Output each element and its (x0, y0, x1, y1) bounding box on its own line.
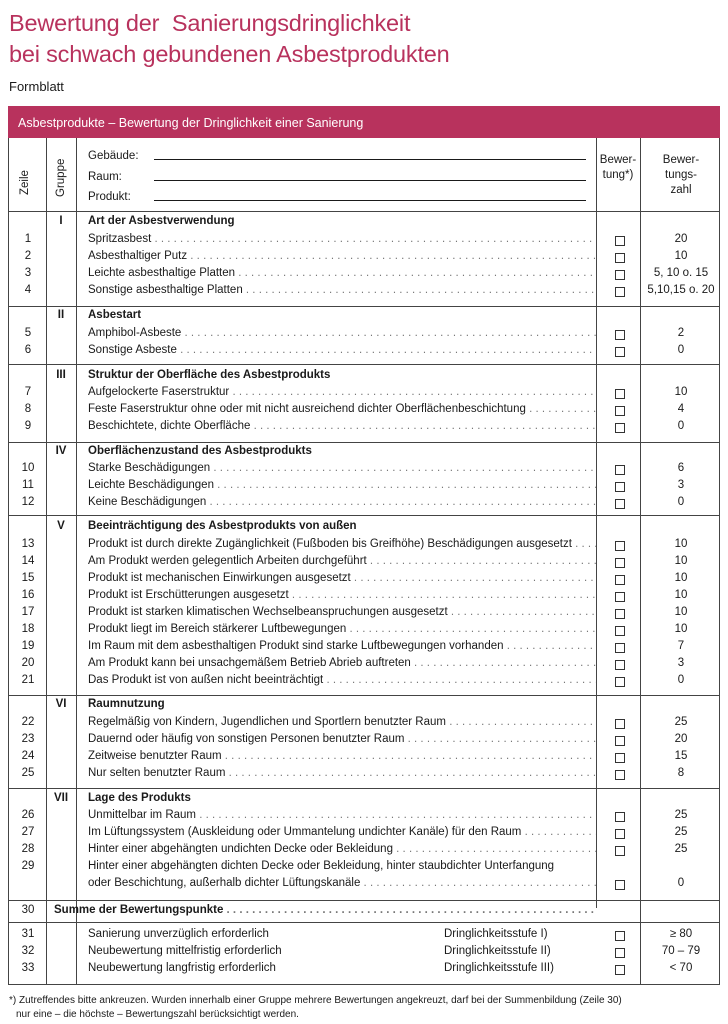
row-label: Dauernd oder häufig von sonstigen Personen benutzter Raum . . . (88, 733, 596, 745)
row-number: 22 (21, 716, 35, 728)
rating-score: 10 (674, 538, 688, 550)
rating-checkbox[interactable] (615, 541, 625, 551)
rating-checkbox[interactable] (615, 609, 625, 619)
criteria-row (0, 462, 728, 479)
row-label: Asbesthaltiger Putz . . . (88, 250, 596, 262)
column-header-gruppe: Gruppe (55, 158, 67, 197)
rating-score: 5,10,15 o. 20 (647, 284, 715, 296)
rating-score: 3 (677, 657, 685, 669)
row-number: 12 (21, 496, 35, 508)
row-number: 9 (24, 420, 32, 432)
group-number: V (57, 520, 65, 532)
row-number: 25 (21, 767, 35, 779)
row-label: Hinter einer abgehängten undichten Decke oder Bekleidung . . . (88, 843, 596, 855)
rating-checkbox[interactable] (615, 465, 625, 475)
group-header-row (0, 215, 728, 232)
criteria-row (0, 674, 728, 691)
group-header-row (0, 792, 728, 809)
rating-checkbox[interactable] (615, 880, 625, 890)
group-header-row (0, 698, 728, 715)
criteria-row (0, 386, 728, 403)
row-label: Das Produkt ist von außen nicht beeinträchtigt . . . (88, 674, 596, 686)
rating-checkbox[interactable] (615, 347, 625, 357)
rating-checkbox[interactable] (615, 287, 625, 297)
criteria-row (0, 233, 728, 250)
row-number: 16 (21, 589, 35, 601)
rating-score: 10 (674, 589, 688, 601)
footnote (9, 994, 721, 1022)
row-label: Produkt ist Erschütterungen ausgesetzt . . . (88, 589, 596, 601)
row-label: Keine Beschädigungen . . . (88, 496, 596, 508)
row-label: Produkt ist mechanischen Einwirkungen ausgesetzt . . . (88, 572, 596, 584)
urgency-level: Dringlichkeitsstufe II) (444, 945, 551, 957)
rating-checkbox[interactable] (615, 592, 625, 602)
group-title: Beeinträchtigung des Asbestprodukts von außen (88, 520, 357, 532)
rating-score: 3 (677, 479, 685, 491)
rating-checkbox[interactable] (615, 677, 625, 687)
rating-checkbox[interactable] (615, 829, 625, 839)
urgency-row (0, 928, 728, 945)
row-label: Leichte asbesthaltige Platten . . . (88, 267, 596, 279)
group-title: Oberflächenzustand des Asbestprodukts (88, 445, 312, 457)
table-row-divider (8, 922, 720, 923)
criteria-row (0, 767, 728, 784)
form-banner: Asbestprodukte – Bewertung der Dringlichkeit einer Sanierung (8, 106, 720, 138)
row-label: Produkt ist durch direkte Zugänglichkeit (Fußboden bis Greifhöhe) Beschädigungen ausgesetzt . . . (88, 538, 596, 550)
criteria-row (0, 267, 728, 284)
criteria-row (0, 403, 728, 420)
row-number: 3 (24, 267, 32, 279)
page-subtitle: Formblatt (9, 79, 64, 94)
group-number: VII (53, 792, 69, 804)
rating-checkbox[interactable] (615, 423, 625, 433)
rating-score: 8 (677, 767, 685, 779)
rating-checkbox[interactable] (615, 931, 625, 941)
rating-checkbox[interactable] (615, 965, 625, 975)
row-number: 32 (21, 945, 35, 957)
header-field-label: Produkt: (88, 191, 131, 203)
row-number: 21 (21, 674, 35, 686)
table-row-divider (8, 306, 720, 307)
rating-score: 5, 10 o. 15 (653, 267, 709, 279)
row-label: Zeitweise benutzter Raum . . . (88, 750, 596, 762)
rating-score: 0 (677, 420, 685, 432)
criteria-row (0, 538, 728, 555)
criteria-row (0, 606, 728, 623)
rating-score: 0 (677, 674, 685, 686)
urgency-threshold: < 70 (669, 962, 693, 974)
row-label: Spritzasbest . . . (88, 233, 596, 245)
row-label: Produkt liegt im Bereich stärkerer Luftbewegungen . . . (88, 623, 596, 635)
criteria-row (0, 809, 728, 826)
criteria-row (0, 877, 728, 894)
row-label: oder Beschichtung, außerhalb dichter Lüftungskanäle . . . (88, 877, 596, 889)
criteria-row (0, 860, 728, 877)
urgency-row (0, 945, 728, 962)
criteria-row (0, 733, 728, 750)
row-label: Nur selten benutzter Raum . . . (88, 767, 596, 779)
row-label: Unmittelbar im Raum . . . (88, 809, 596, 821)
urgency-label: Sanierung unverzüglich erforderlich (88, 928, 269, 940)
rating-score: 20 (674, 733, 688, 745)
row-number: 13 (21, 538, 35, 550)
rating-score: 0 (677, 877, 685, 889)
column-header-zeile: Zeile (19, 170, 31, 195)
group-number: I (59, 215, 63, 227)
table-row-divider (8, 211, 720, 212)
row-number: 8 (24, 403, 32, 415)
header-field-label: Gebäude: (88, 150, 139, 162)
rating-checkbox[interactable] (615, 575, 625, 585)
row-number: 15 (21, 572, 35, 584)
group-title: Raumnutzung (88, 698, 165, 710)
rating-checkbox[interactable] (615, 626, 625, 636)
row-label: Sonstige asbesthaltige Platten . . . (88, 284, 596, 296)
rating-checkbox[interactable] (615, 812, 625, 822)
title-line-1: Bewertung der Sanierungsdringlichkeit (9, 10, 411, 36)
group-title: Lage des Produkts (88, 792, 191, 804)
row-number: 20 (21, 657, 35, 669)
row-label: Leichte Beschädigungen . . . (88, 479, 596, 491)
group-title: Art der Asbestverwendung (88, 215, 235, 227)
row-number: 33 (21, 962, 35, 974)
group-title: Struktur der Oberfläche des Asbestprodukts (88, 369, 331, 381)
column-header-bewertung: Bewer- tung*) (599, 154, 637, 181)
criteria-row (0, 479, 728, 496)
rating-score: 10 (674, 555, 688, 567)
rating-checkbox[interactable] (615, 736, 625, 746)
urgency-level: Dringlichkeitsstufe I) (444, 928, 548, 940)
criteria-row (0, 623, 728, 640)
urgency-label: Neubewertung langfristig erforderlich (88, 962, 276, 974)
group-header-row (0, 445, 728, 462)
criteria-row (0, 344, 728, 361)
rating-score: 0 (677, 496, 685, 508)
criteria-row (0, 420, 728, 437)
row-label: Sonstige Asbeste . . . (88, 344, 596, 356)
criteria-row (0, 572, 728, 589)
rating-score: 6 (677, 462, 685, 474)
group-title: Asbestart (88, 309, 142, 321)
row-number: 29 (21, 860, 35, 872)
criteria-row (0, 327, 728, 344)
row-label: Im Lüftungssystem (Auskleidung oder Ummantelung undichter Kanäle) für den Raum . . . (88, 826, 596, 838)
rating-checkbox[interactable] (615, 499, 625, 509)
group-number: II (57, 309, 65, 321)
row-label: Beschichtete, dichte Oberfläche . . . (88, 420, 596, 432)
row-number: 11 (22, 479, 34, 491)
row-number: 28 (21, 843, 35, 855)
header-field-label: Raum: (88, 171, 122, 183)
page-title (9, 8, 450, 70)
table-row-divider (8, 900, 720, 901)
footnote-line-2: nur eine – die höchste – Bewertungszahl berücksichtigt werden. (16, 1009, 299, 1020)
criteria-row (0, 657, 728, 674)
footnote-line-1: *) Zutreffendes bitte ankreuzen. Wurden innerhalb einer Gruppe mehrere Bewertungen angekreuzt, darf bei der Summenbildung (Zeile 30) (9, 995, 622, 1006)
rating-score: 15 (674, 750, 688, 762)
row-number: 18 (21, 623, 35, 635)
urgency-label: Neubewertung mittelfristig erforderlich (88, 945, 282, 957)
column-header-bewertungszahl: Bewer- tungs- zahl (662, 154, 700, 196)
criteria-row (0, 750, 728, 767)
urgency-threshold: 70 – 79 (661, 945, 701, 957)
group-number: VI (55, 698, 67, 710)
rating-score: 25 (674, 716, 688, 728)
row-label: Aufgelockerte Faserstruktur . . . (88, 386, 596, 398)
rating-score: 0 (677, 344, 685, 356)
row-label: Am Produkt kann bei unsachgemäßem Betrieb Abrieb auftreten . . . (88, 657, 596, 669)
row-label: Starke Beschädigungen . . . (88, 462, 596, 474)
urgency-row (0, 962, 728, 979)
criteria-row (0, 640, 728, 657)
table-row-divider (8, 364, 720, 365)
rating-score: 10 (674, 250, 688, 262)
header-field-line[interactable] (154, 180, 586, 181)
row-label: Im Raum mit dem asbesthaltigen Produkt sind starke Luftbewegungen vorhanden . . . (88, 640, 596, 652)
rating-checkbox[interactable] (615, 770, 625, 780)
row-number: 24 (21, 750, 35, 762)
table-row-divider (8, 788, 720, 789)
group-number: IV (55, 445, 67, 457)
urgency-level: Dringlichkeitsstufe III) (444, 962, 554, 974)
title-line-2: bei schwach gebundenen Asbestprodukten (9, 41, 450, 67)
row-number: 10 (21, 462, 35, 474)
row-number: 19 (21, 640, 35, 652)
table-row-divider (8, 515, 720, 516)
rating-score: 25 (674, 826, 688, 838)
criteria-row (0, 589, 728, 606)
rating-score: 10 (674, 572, 688, 584)
group-header-row (0, 309, 728, 326)
rating-score: 2 (677, 327, 685, 339)
rating-checkbox[interactable] (615, 406, 625, 416)
group-number: III (56, 369, 66, 381)
row-label: Produkt ist starken klimatischen Wechselbeanspruchungen ausgesetzt . . . (88, 606, 596, 618)
rating-checkbox[interactable] (615, 482, 625, 492)
row-number: 5 (24, 327, 32, 339)
group-header-row (0, 369, 728, 386)
row-number: 1 (24, 233, 32, 245)
rating-score: 25 (674, 809, 688, 821)
rating-score: 7 (677, 640, 685, 652)
header-field-line[interactable] (154, 200, 586, 201)
row-number: 14 (21, 555, 35, 567)
rating-score: 25 (674, 843, 688, 855)
rating-checkbox[interactable] (615, 846, 625, 856)
row-number: 6 (24, 344, 32, 356)
row-number: 31 (21, 928, 35, 940)
row-number: 30 (21, 904, 35, 916)
header-field-line[interactable] (154, 159, 586, 160)
table-row-divider (8, 695, 720, 696)
rating-score: 10 (674, 386, 688, 398)
row-number: 23 (21, 733, 35, 745)
rating-checkbox[interactable] (615, 753, 625, 763)
table-row-divider (8, 442, 720, 443)
criteria-row (0, 716, 728, 733)
row-label: Hinter einer abgehängten dichten Decke oder Bekleidung, hinter staubdichter Unterfangung (88, 860, 555, 872)
sum-label: Summe der Bewertungspunkte . . . (54, 904, 596, 916)
criteria-row (0, 250, 728, 267)
criteria-row (0, 843, 728, 860)
rating-score: 10 (674, 623, 688, 635)
rating-checkbox[interactable] (615, 660, 625, 670)
row-number: 4 (24, 284, 32, 296)
row-number: 27 (21, 826, 35, 838)
rating-checkbox[interactable] (615, 330, 625, 340)
rating-checkbox[interactable] (615, 270, 625, 280)
criteria-row (0, 496, 728, 513)
rating-checkbox[interactable] (615, 389, 625, 399)
criteria-row (0, 284, 728, 301)
urgency-threshold: ≥ 80 (669, 928, 693, 940)
rating-score: 10 (674, 606, 688, 618)
rating-score: 20 (674, 233, 688, 245)
row-label: Amphibol-Asbeste . . . (88, 327, 596, 339)
criteria-row (0, 826, 728, 843)
row-number: 17 (21, 606, 35, 618)
criteria-row (0, 555, 728, 572)
rating-checkbox[interactable] (615, 719, 625, 729)
group-header-row (0, 520, 728, 537)
rating-checkbox[interactable] (615, 948, 625, 958)
sum-row (0, 904, 728, 921)
rating-checkbox[interactable] (615, 643, 625, 653)
row-label: Am Produkt werden gelegentlich Arbeiten durchgeführt . . . (88, 555, 596, 567)
rating-checkbox[interactable] (615, 253, 625, 263)
row-number: 2 (24, 250, 32, 262)
rating-checkbox[interactable] (615, 558, 625, 568)
row-label: Regelmäßig von Kindern, Jugendlichen und Sportlern benutzter Raum . . . (88, 716, 596, 728)
row-number: 26 (21, 809, 35, 821)
row-label: Feste Faserstruktur ohne oder mit nicht ausreichend dichter Oberflächenbeschichtung . . . (88, 403, 596, 415)
rating-checkbox[interactable] (615, 236, 625, 246)
row-number: 7 (24, 386, 32, 398)
rating-score: 4 (677, 403, 685, 415)
